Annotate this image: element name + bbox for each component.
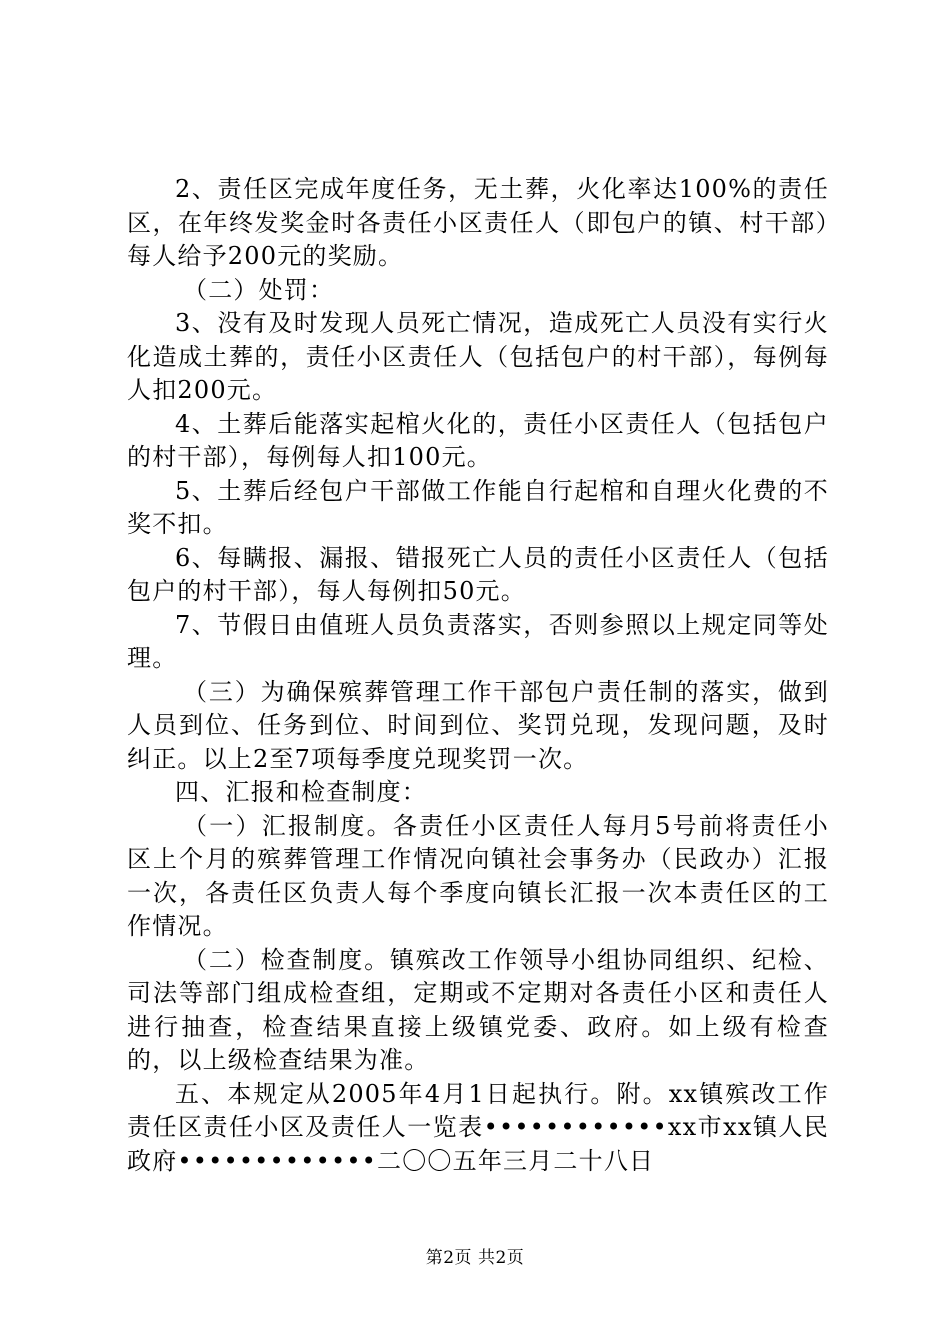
- paragraph-reward-2: 2、责任区完成年度任务，无土葬，火化率达100%的责任区，在年终发奖金时各责任小区责任人（即包户的镇、村干部）每人给予200元的奖励。: [127, 175, 829, 270]
- paragraph-penalty-4: 4、土葬后能落实起棺火化的，责任小区责任人（包括包户的村干部），每例每人扣100元。: [127, 409, 829, 471]
- paragraph-penalty-6: 6、每瞒报、漏报、错报死亡人员的责任小区责任人（包括包户的村干部），每人每例扣50元。: [127, 543, 829, 605]
- paragraph-penalty-5: 5、土葬后经包户干部做工作能自行起棺和自理火化费的不奖不扣。: [127, 476, 829, 538]
- page-number-footer: 第2页 共2页: [425, 1248, 525, 1268]
- paragraph-section-3: （三）为确保殡葬管理工作干部包户责任制的落实，做到人员到位、任务到位、时间到位、奖罚兑现，发现问题，及时纠正。以上2至7项每季度兑现奖罚一次。: [127, 677, 829, 773]
- document-body: [127, 173, 829, 1178]
- paragraph-penalty-7: 7、节假日由值班人员负责落实，否则参照以上规定同等处理。: [127, 610, 829, 672]
- section-heading-reporting: 四、汇报和检查制度：: [175, 778, 427, 806]
- paragraph-inspection-system: （二）检查制度。镇殡改工作领导小组协同组织、纪检、司法等部门组成检查组，定期或不定期对各责任小区和责任人进行抽查，检查结果直接上级镇党委、政府。如上级有检查的，以上级检查结果为准。: [127, 945, 829, 1074]
- paragraph-penalty-3: 3、没有及时发现人员死亡情况，造成死亡人员没有实行火化造成土葬的，责任小区责任人（包括包户的村干部），每例每人扣200元。: [127, 309, 829, 404]
- paragraph-reporting-system: （一）汇报制度。各责任小区责任人每月5号前将责任小区上个月的殡葬管理工作情况向镇社会事务办（民政办）汇报一次，各责任区负责人每个季度向镇长汇报一次本责任区的工作情况。: [127, 811, 829, 940]
- section-heading-penalty: （二）处罚：: [183, 275, 335, 304]
- paragraph-effective-date: 五、本规定从2005年4月1日起执行。附。xx镇殡改工作责任区责任小区及责任人一览表••••••••••••xx市xx镇人民政府•••••••••••••二〇〇五年三月二十八日: [127, 1079, 829, 1175]
